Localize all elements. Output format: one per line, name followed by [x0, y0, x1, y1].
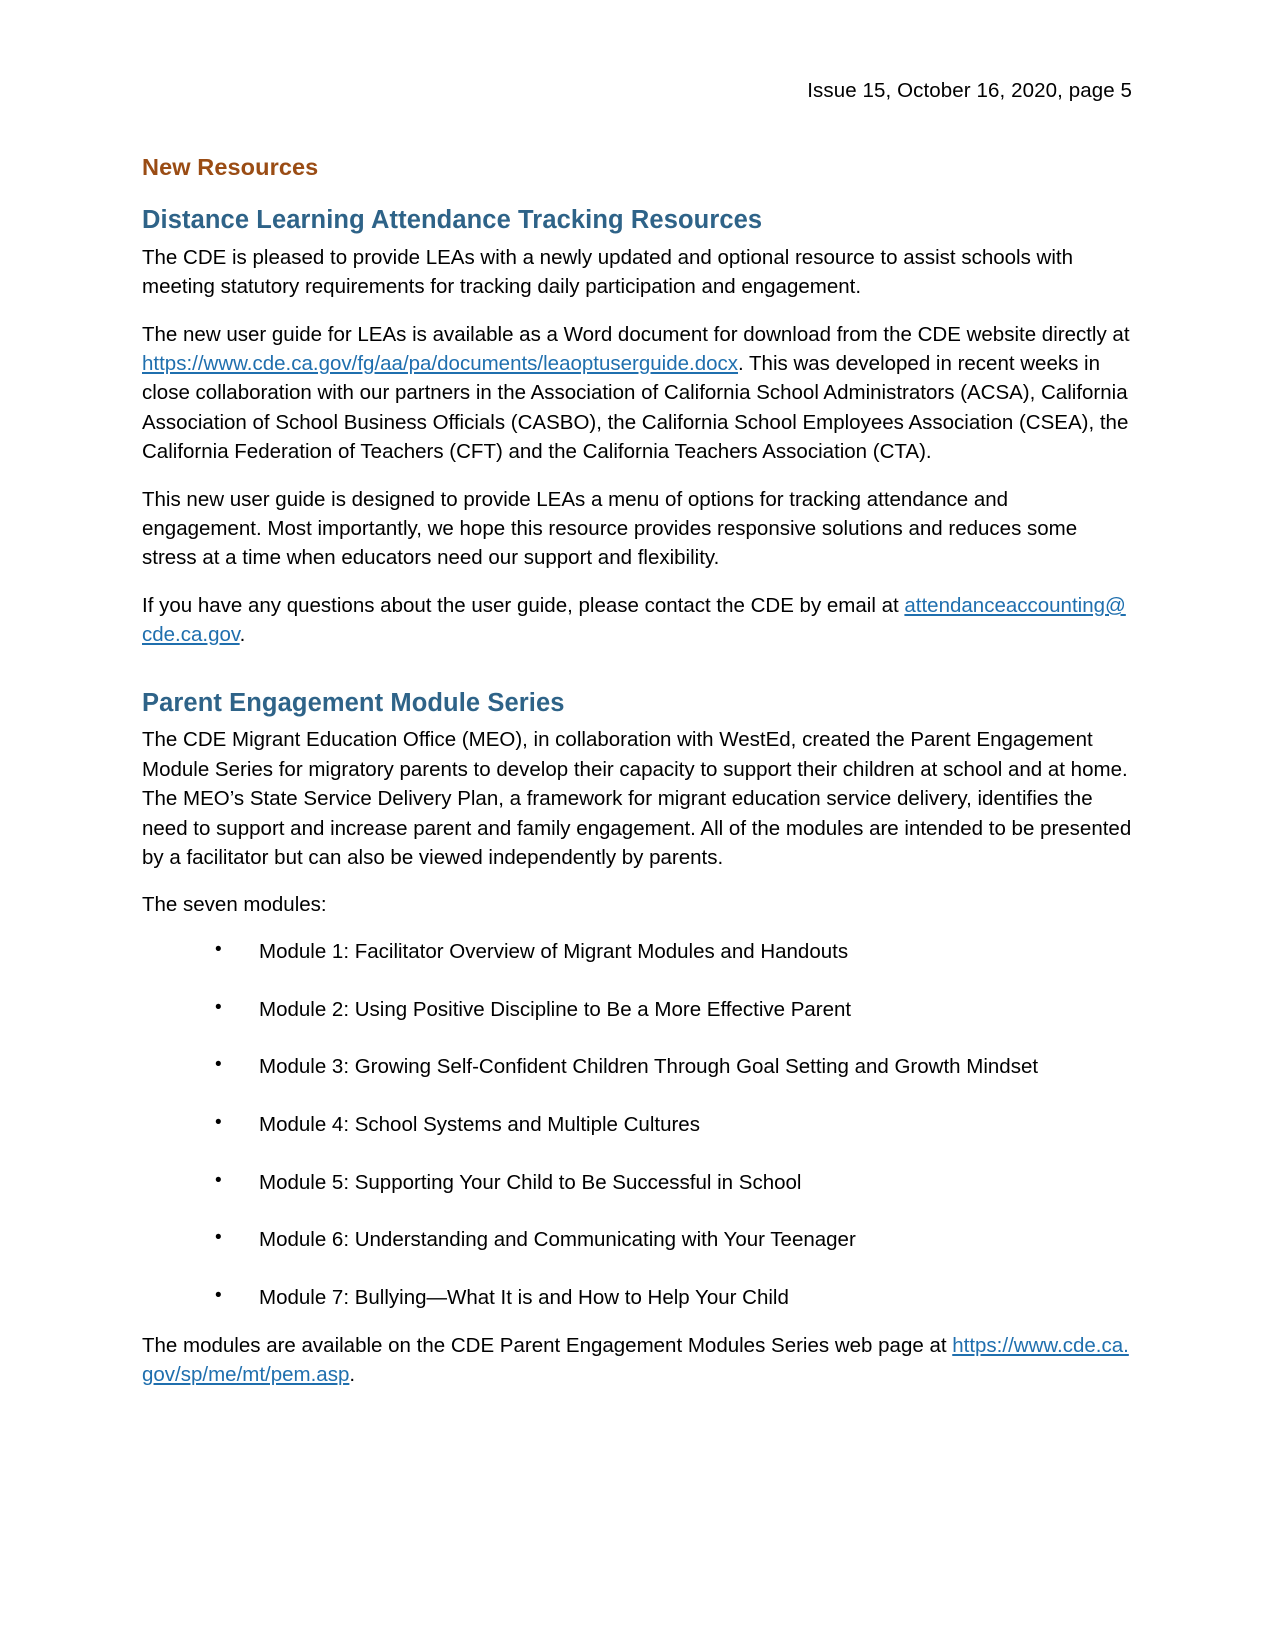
list-item — [142, 996, 1132, 1025]
module-label: Module 6: Understanding and Communicating with Your Teenager — [259, 1228, 856, 1252]
list-item — [142, 1169, 1132, 1198]
page-header — [142, 0, 1132, 105]
module-label: Module 1: Facilitator Overview of Migrant Modules and Handouts — [259, 939, 849, 963]
attendance-paragraph-1: The CDE is pleased to provide LEAs with a newly updated and optional resource to assist schools with meeting statutory requirements for tracking daily participation and engagement. — [142, 245, 1073, 299]
attendance-paragraph-2 — [142, 320, 1132, 467]
modules-list — [142, 938, 1132, 1313]
issue-page-label: Issue 15, October 16, 2020, page 5 — [807, 79, 1132, 102]
modules-closing-tail: . — [349, 1363, 356, 1387]
parent-engagement-paragraph-1: The CDE Migrant Education Office (MEO), in collaboration with WestEd, created the Parent Engagement Module Series for migratory parents to develop their capacity to support their children at school and at home. The MEO’s State Service Delivery Plan, a framework for migrant education service delivery, identifies the need to support and increase parent and family engagement. All of the modules are intended to be presented by a facilitator but can also be viewed independently by parents. — [142, 728, 1132, 870]
bullet-icon: • — [215, 996, 222, 1018]
heading-parent-engagement-module-series: Parent Engagement Module Series — [142, 688, 565, 717]
module-label: Module 5: Supporting Your Child to Be Successful in School — [259, 1170, 802, 1194]
pem-web-page-link[interactable]: https://www.cde.ca.gov/sp/me/mt/pem.asp — [142, 1333, 1129, 1387]
attendance-paragraph-2-tail: . This was developed in recent weeks in close collaboration with our partners in the Association of California School Administrators (ACSA), California Association of School Business Officials (CASBO), the California School Employees Association (CSEA), the California Federation of Teachers (CFT) and the California Teachers Association (CTA). — [142, 351, 1129, 464]
attendance-email-link[interactable]: attendanceaccounting@cde.ca.gov — [142, 593, 1126, 647]
bullet-icon: • — [215, 1111, 222, 1133]
modules-closing-paragraph — [142, 1331, 1132, 1390]
list-item — [142, 1053, 1132, 1082]
bullet-icon: • — [215, 1054, 222, 1076]
attendance-paragraph-4 — [142, 591, 1132, 650]
attendance-paragraph-3: This new user guide is designed to provide LEAs a menu of options for tracking attendance and engagement. Most importantly, we hope this resource provides responsive solutions and reduces some stress at a time when educators need our support and flexibility. — [142, 487, 1078, 570]
module-label: Module 7: Bullying—What It is and How to Help Your Child — [259, 1286, 789, 1310]
bullet-icon: • — [215, 1285, 222, 1307]
leaoptuserguide-link[interactable]: https://www.cde.ca.gov/fg/aa/pa/documents/leaoptuserguide.docx — [142, 351, 739, 375]
module-label: Module 3: Growing Self-Confident Children Through Goal Setting and Growth Mindset — [259, 1055, 1039, 1079]
document-content — [142, 0, 1132, 1408]
bullet-icon: • — [215, 938, 222, 960]
modules-list-intro: The seven modules: — [142, 893, 327, 917]
modules-closing-lead: The modules are available on the CDE Parent Engagement Modules Series web page at — [142, 1333, 953, 1357]
attendance-paragraph-4-lead: If you have any questions about the user guide, please contact the CDE by email at — [142, 593, 905, 617]
bullet-icon: • — [215, 1169, 222, 1191]
heading-distance-learning-attendance: Distance Learning Attendance Tracking Resources — [142, 205, 763, 234]
section-heading-new-resources: New Resources — [142, 153, 319, 180]
bullet-icon: • — [215, 1227, 222, 1249]
list-item — [142, 1111, 1132, 1140]
list-item — [142, 938, 1132, 967]
list-item — [142, 1284, 1132, 1313]
module-label: Module 4: School Systems and Multiple Cultures — [259, 1112, 700, 1136]
attendance-paragraph-2-lead: The new user guide for LEAs is available as a Word document for download from the CDE website directly at — [142, 322, 1130, 346]
list-item — [142, 1226, 1132, 1255]
attendance-paragraph-4-tail: . — [239, 623, 246, 647]
module-label: Module 2: Using Positive Discipline to Be a More Effective Parent — [259, 997, 852, 1021]
